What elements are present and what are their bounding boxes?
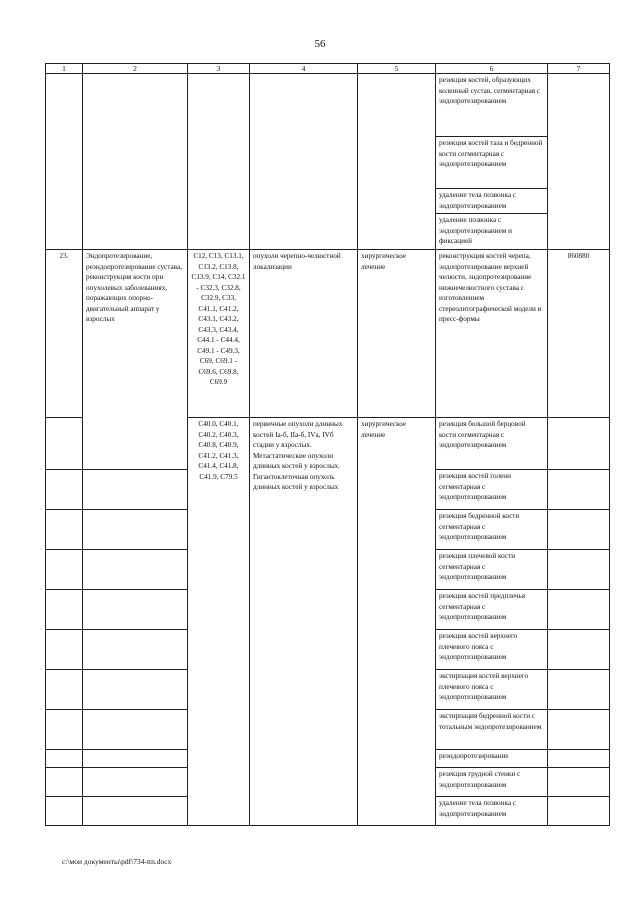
treatment-type: хирургическое лечение [358, 418, 436, 826]
price-cell: 860880 [548, 250, 610, 418]
treatment-type: хирургическое лечение [358, 250, 436, 418]
empty-cell [46, 470, 83, 510]
column-number: 5 [358, 64, 436, 74]
empty-cell [548, 590, 610, 630]
table-row [46, 250, 610, 418]
empty-cell [46, 590, 83, 630]
method-cell: резекция костей голени сегментарная с эндопротезированием [436, 470, 548, 510]
method-cell: экстирпация костей верхнего плечевого пояса с эндопротезированием [436, 670, 548, 710]
empty-cell [548, 630, 610, 670]
empty-cell [83, 470, 188, 510]
method-cell: резекция костей предплечья сегментарная с эндопротезированием [436, 590, 548, 630]
column-number: 7 [548, 64, 610, 74]
empty-cell [83, 630, 188, 670]
empty-cell [188, 74, 250, 250]
empty-cell [46, 670, 83, 710]
empty-cell [46, 74, 83, 250]
empty-cell [548, 768, 610, 797]
procedure-name: Эндопротезирование, реэндопротезирование сустава, реконструкция кости при опухолевых заболеваниях, поражающих опорно-двигательный аппарат у взрослых [83, 250, 188, 470]
empty-cell [83, 590, 188, 630]
empty-cell [358, 74, 436, 250]
empty-cell [46, 510, 83, 550]
empty-cell [46, 797, 83, 826]
diagnosis-codes: C12, C13, C13.1, C13.2, C13.8, C13.9, C14, C32.1 - C32.3, C32.8, C32.9, C33, C41.1, C41.2, C43.1, C43.2, C43.3, C43.4, C44.1 - C44.4, C49.1 - C49.3, C69, C69.1 - C69.6, C69.8, C69.9 [188, 250, 250, 418]
method-cell: резекция костей, образующих коленный сустав, сегментарная с эндопротезированием [436, 74, 548, 137]
empty-cell [548, 550, 610, 590]
item-number: 23. [46, 250, 83, 418]
empty-cell [83, 670, 188, 710]
patient-model: опухоли черепно-челюстной локализации [250, 250, 358, 418]
method-cell: реэндопротезирование [436, 750, 548, 768]
services-table [45, 63, 610, 826]
column-number: 2 [83, 64, 188, 74]
page-number: 56 [314, 38, 326, 50]
method-cell: резекция грудной стенки с эндопротезированием [436, 768, 548, 797]
empty-cell [46, 630, 83, 670]
empty-cell [46, 550, 83, 590]
method-cell: резекция большой берцовой кости сегментарная с эндопротезированием [436, 418, 548, 470]
empty-cell [83, 768, 188, 797]
empty-cell [250, 74, 358, 250]
column-number: 1 [46, 64, 83, 74]
empty-cell [46, 710, 83, 750]
method-cell: резекция костей таза и бедренной кости сегментарная с эндопротезированием [436, 137, 548, 189]
empty-cell [548, 797, 610, 826]
empty-cell [83, 510, 188, 550]
empty-cell [83, 750, 188, 768]
empty-cell [46, 750, 83, 768]
method-cell: резекция костей верхнего плечевого пояса с эндопротезированием [436, 630, 548, 670]
diagnosis-codes: C40.0, C40.1, C40.2, C40.3, C40.8, C40.9, C41.2, C41.3, C41.4, C41.8, C41.9, C79.5 [188, 418, 250, 826]
column-number: 4 [250, 64, 358, 74]
empty-cell [83, 74, 188, 250]
footer-file-path: c:\мои документы\pdf\734-ttn.docx [62, 857, 172, 866]
patient-model: первичные опухоли длинных костей Iа-б, IIа-б, IVа, IVб стадии у взрослых. Метастатические опухоли длинных костей у взрослых. Гигантоклеточная опухоль длинных костей у взрослых [250, 418, 358, 826]
method-cell: резекция плечевой кости сегментарная с эндопротезированием [436, 550, 548, 590]
method-cell: удаление позвонка с эндопротезированием и фиксацией [436, 214, 548, 250]
column-number-row [46, 64, 610, 74]
empty-cell [548, 470, 610, 510]
empty-cell [548, 74, 610, 250]
method-cell: реконструкция костей черепа, эндопротезирование верхней челюсти, эндопротезирование нижнечелюстного сустава с изготовлением стереолитографической модели и пресс-формы [436, 250, 548, 418]
empty-cell [548, 750, 610, 768]
method-cell: удаление тела позвонка с эндопротезированием [436, 189, 548, 214]
method-cell: резекция бедренной кости сегментарная с эндопротезированием [436, 510, 548, 550]
empty-cell [83, 797, 188, 826]
empty-cell [548, 710, 610, 750]
empty-cell [46, 418, 83, 470]
method-cell: удаление тела позвонка с эндопротезированием [436, 797, 548, 826]
column-number: 6 [436, 64, 548, 74]
column-number: 3 [188, 64, 250, 74]
empty-cell [548, 418, 610, 470]
method-cell: экстирпация бедренной кости с тотальным эндопротезированием [436, 710, 548, 750]
table-row [46, 74, 610, 137]
empty-cell [548, 670, 610, 710]
empty-cell [83, 550, 188, 590]
empty-cell [46, 768, 83, 797]
empty-cell [83, 710, 188, 750]
empty-cell [548, 510, 610, 550]
